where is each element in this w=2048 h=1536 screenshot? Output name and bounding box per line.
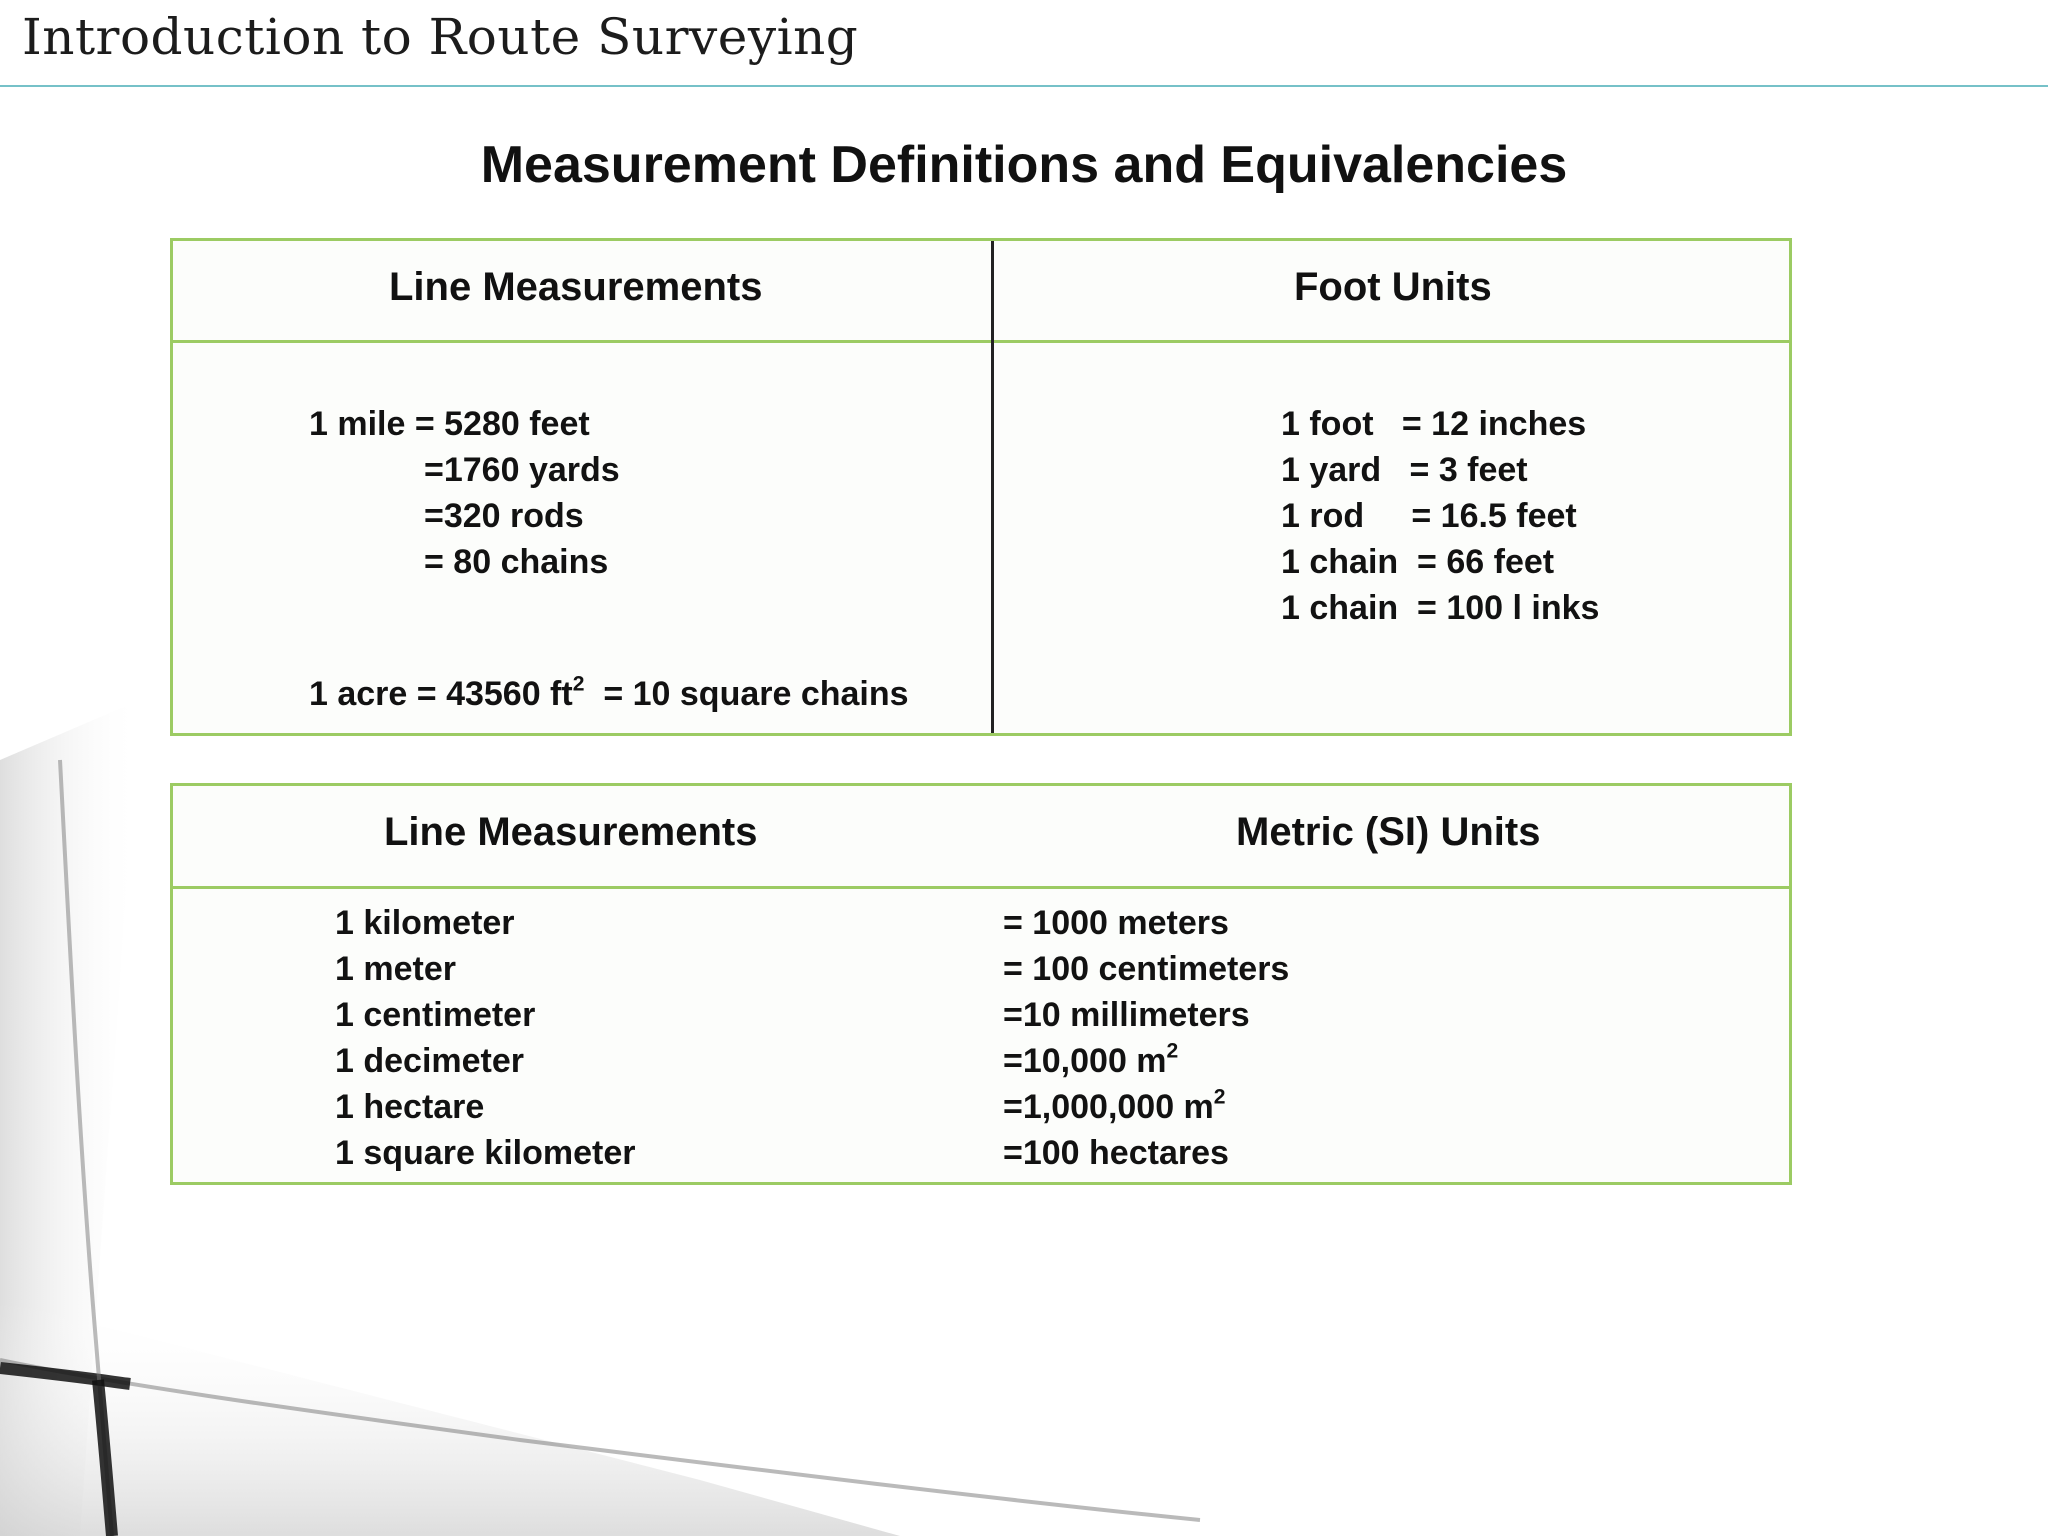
metric-value-text: = 100 centimeters: [1003, 950, 1290, 988]
header-title: Introduction to Route Surveying: [22, 8, 859, 66]
mile-equivalence: 1 mile = 5280 feet: [309, 405, 590, 443]
mile-equivalence: =320 rods: [424, 497, 584, 535]
foot-unit-equivalence: 1 foot = 12 inches: [1281, 405, 1587, 443]
header-divider: [0, 85, 2048, 87]
acre-exponent: 2: [572, 672, 585, 696]
metric-value: [1003, 946, 1289, 992]
acre-suffix: = 10 square chains: [584, 675, 909, 713]
metric-unit: 1 hectare: [335, 1088, 485, 1126]
slide-title: Measurement Definitions and Equivalencies: [480, 136, 1568, 194]
metric-value-exponent: 2: [1213, 1085, 1226, 1109]
metric-value: [1003, 900, 1229, 946]
metric-value: [1003, 1038, 1178, 1084]
foot-unit-equivalence: 1 chain = 100 l inks: [1281, 589, 1600, 627]
metric-unit: 1 kilometer: [335, 904, 515, 942]
column-divider: [991, 241, 994, 733]
metric-value-text: =10 millimeters: [1003, 996, 1250, 1034]
mile-equivalence: =1760 yards: [424, 451, 620, 489]
metric-value: [1003, 992, 1250, 1038]
metric-value: [1003, 1130, 1229, 1176]
metric-unit: 1 meter: [335, 950, 456, 988]
foot-unit-equivalence: 1 yard = 3 feet: [1281, 451, 1528, 489]
metric-unit: 1 centimeter: [335, 996, 536, 1034]
acre-equivalence: [309, 671, 909, 717]
line-measurements-header: Line Measurements: [384, 810, 758, 854]
header-rule: [173, 340, 1789, 343]
metric-value-exponent: 2: [1166, 1039, 1179, 1063]
metric-value: [1003, 1084, 1226, 1130]
metric-value-text: = 1000 meters: [1003, 904, 1229, 942]
metric-value-text: =1,000,000 m: [1003, 1088, 1214, 1126]
foot-unit-equivalence: 1 rod = 16.5 feet: [1281, 497, 1577, 535]
mile-equivalence: = 80 chains: [424, 543, 609, 581]
line-measurements-header: Line Measurements: [389, 265, 763, 309]
foot-units-header: Foot Units: [1294, 265, 1492, 309]
header-rule: [173, 886, 1789, 889]
metric-unit: 1 decimeter: [335, 1042, 524, 1080]
acre-prefix: 1 acre = 43560 ft: [309, 675, 573, 713]
metric-units-header: Metric (SI) Units: [1236, 810, 1541, 854]
foot-units-table: [170, 238, 1792, 736]
metric-value-text: =10,000 m: [1003, 1042, 1167, 1080]
foot-unit-equivalence: 1 chain = 66 feet: [1281, 543, 1555, 581]
metric-units-table: [170, 783, 1792, 1185]
metric-value-text: =100 hectares: [1003, 1134, 1229, 1172]
metric-unit: 1 square kilometer: [335, 1134, 636, 1172]
